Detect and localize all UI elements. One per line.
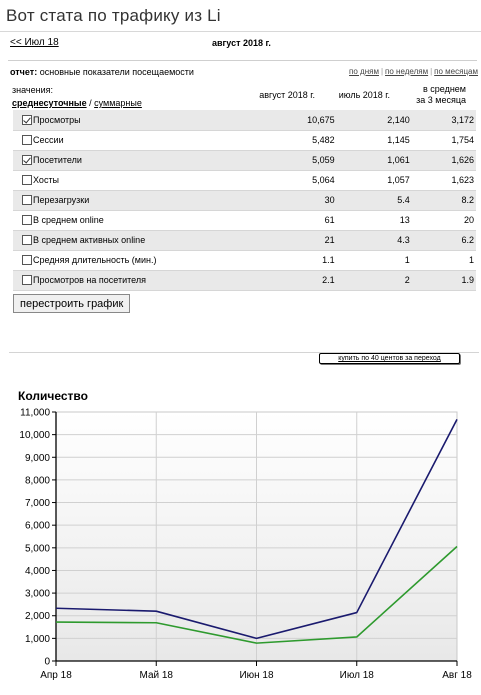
row-checkbox[interactable]	[22, 115, 32, 125]
row-label: Средняя длительность (мин.)	[33, 250, 213, 270]
column-header-aug: август 2018 г.	[259, 90, 315, 100]
table-row	[13, 130, 476, 150]
current-month-title: август 2018 г.	[212, 38, 271, 48]
row-checkbox[interactable]	[22, 135, 32, 145]
row-value: 10,675	[213, 110, 334, 130]
rebuild-chart-button[interactable]: перестроить график	[13, 294, 130, 313]
row-label: В среднем активных online	[33, 230, 213, 250]
row-value: 3,172	[410, 110, 476, 130]
table-row	[13, 270, 476, 290]
y-tick-label: 11,000	[20, 407, 50, 419]
y-tick-label: 5,000	[24, 543, 50, 555]
y-tick-label: 8,000	[24, 475, 50, 487]
report-label: отчет:	[10, 67, 38, 77]
row-value: 5,059	[213, 150, 334, 170]
x-tick-label: Май 18	[139, 670, 173, 681]
row-label: Хосты	[33, 170, 213, 190]
period-days-link[interactable]: по дням	[349, 67, 379, 76]
row-label: Просмотры	[33, 110, 213, 130]
row-value: 21	[213, 230, 334, 250]
row-value: 30	[213, 190, 334, 210]
row-value: 1	[410, 250, 476, 270]
metrics-table	[13, 110, 476, 291]
table-row	[13, 230, 476, 250]
chart-title: Количество	[18, 389, 88, 403]
row-value: 4.3	[335, 230, 410, 250]
buy-traffic-button[interactable]	[319, 353, 460, 364]
row-checkbox[interactable]	[22, 255, 32, 265]
row-value: 1.9	[410, 270, 476, 290]
row-value: 1	[335, 250, 410, 270]
values-mode	[12, 84, 142, 110]
row-label: Просмотров на посетителя	[33, 270, 213, 290]
row-value: 20	[410, 210, 476, 230]
row-value: 1,623	[410, 170, 476, 190]
table-row	[13, 210, 476, 230]
table-row	[13, 190, 476, 210]
row-value: 2.1	[213, 270, 334, 290]
column-header-avg-line2: за 3 месяца	[416, 95, 466, 105]
row-checkbox[interactable]	[22, 235, 32, 245]
row-value: 61	[213, 210, 334, 230]
row-label: Посетители	[33, 150, 213, 170]
values-slash: /	[89, 98, 92, 108]
column-header-avg-line1: в среднем	[422, 84, 466, 94]
row-label: В среднем online	[33, 210, 213, 230]
row-label: Перезагрузки	[33, 190, 213, 210]
table-row	[13, 250, 476, 270]
table-row	[13, 110, 476, 130]
x-tick-label: Июл 18	[339, 670, 374, 681]
row-value: 5,064	[213, 170, 334, 190]
row-value: 1,061	[335, 150, 410, 170]
row-checkbox[interactable]	[22, 275, 32, 285]
row-checkbox[interactable]	[22, 155, 32, 165]
row-value: 1,145	[335, 130, 410, 150]
table-row	[13, 150, 476, 170]
y-tick-label: 3,000	[24, 588, 50, 600]
row-value: 6.2	[410, 230, 476, 250]
report-line	[10, 67, 194, 77]
row-checkbox[interactable]	[22, 215, 32, 225]
row-value: 1.1	[213, 250, 334, 270]
report-name: основные показатели посещаемости	[39, 67, 194, 77]
row-checkbox[interactable]	[22, 175, 32, 185]
y-tick-label: 7,000	[24, 498, 50, 510]
page-title: Вот стата по трафику из Li	[6, 6, 221, 25]
table-row	[13, 170, 476, 190]
row-label: Сессии	[33, 130, 213, 150]
x-tick-label: Авг 18	[442, 670, 472, 681]
period-months-link[interactable]: по месяцам	[434, 67, 478, 76]
sum-values-link[interactable]: суммарные	[94, 98, 142, 108]
prev-month-link[interactable]: << Июл 18	[10, 37, 59, 48]
row-value: 1,626	[410, 150, 476, 170]
row-value: 5,482	[213, 130, 334, 150]
row-value: 2	[335, 270, 410, 290]
y-tick-label: 1,000	[24, 633, 50, 645]
y-tick-label: 2,000	[24, 611, 50, 623]
y-tick-label: 10,000	[19, 430, 50, 442]
row-checkbox[interactable]	[22, 195, 32, 205]
row-value: 13	[335, 210, 410, 230]
row-value: 8.2	[410, 190, 476, 210]
period-weeks-link[interactable]: по неделям	[385, 67, 429, 76]
avg-values-link[interactable]: среднесуточные	[12, 98, 87, 108]
row-value: 5.4	[335, 190, 410, 210]
buy-traffic-label: купить по 40 центов за переход	[338, 355, 441, 362]
values-label: значения:	[12, 85, 53, 95]
column-header-avg	[416, 84, 466, 106]
y-tick-label: 9,000	[24, 452, 50, 464]
x-tick-label: Июн 18	[239, 670, 274, 681]
column-header-jul: июль 2018 г.	[338, 90, 390, 100]
y-tick-label: 0	[44, 656, 50, 668]
y-tick-label: 6,000	[24, 520, 50, 532]
title-divider	[0, 31, 481, 32]
nav-divider	[8, 60, 477, 61]
traffic-line-chart	[0, 380, 481, 695]
row-value: 2,140	[335, 110, 410, 130]
period-links: по дням | по неделям | по месяцам	[349, 67, 478, 76]
row-value: 1,754	[410, 130, 476, 150]
y-tick-label: 4,000	[24, 565, 50, 577]
x-tick-label: Апр 18	[40, 670, 72, 681]
row-value: 1,057	[335, 170, 410, 190]
